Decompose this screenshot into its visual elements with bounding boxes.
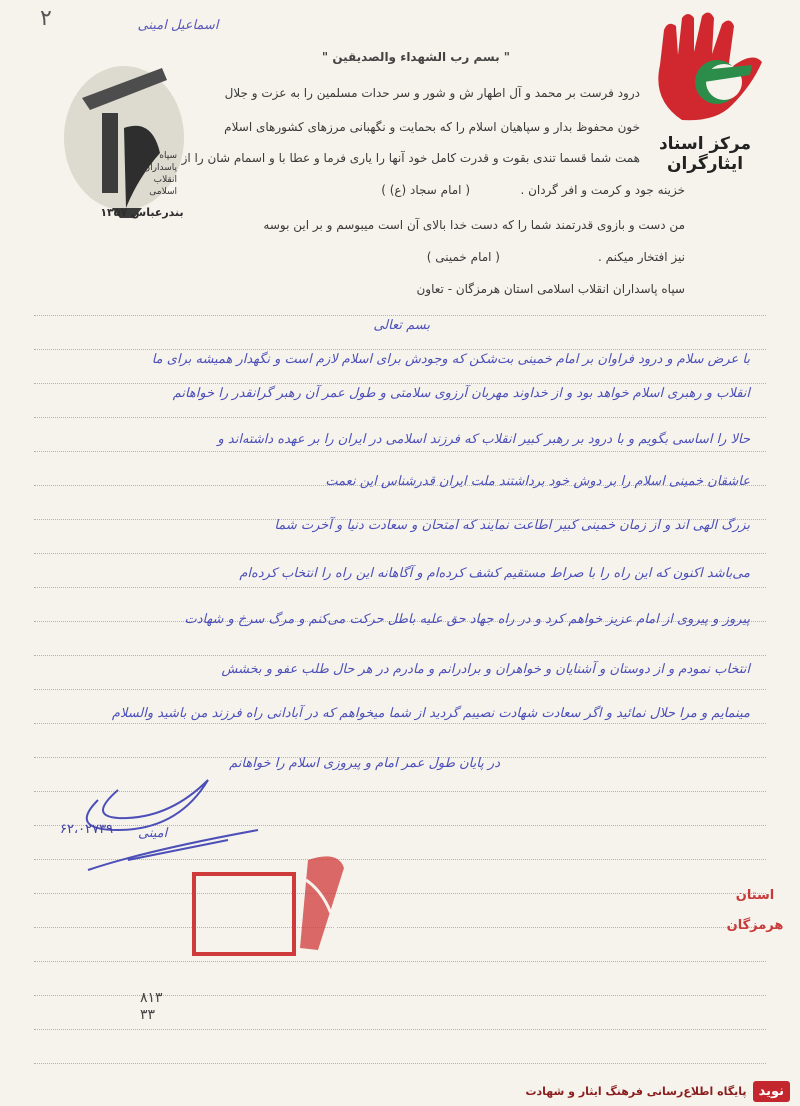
irgc-emblem [42,58,212,228]
stamp-line-2: هرمزگان [726,918,784,933]
typed-line-2: خون محفوظ بدار و سپاهیان اسلام را که بحمایت و نگهبانی مرزهای کشورهای اسلام [224,120,640,134]
svg-text:پاسداران: پاسداران [143,163,177,173]
handwritten-line-2: انقلاب و رهبری اسلام خواهد بود و از خداوند مهربان آرزوی سلامتی و طول عمر آن رهبر گرانقدر را خواهانم [172,386,750,401]
typed-line-6-attribution: ( امام خمینی ) [426,250,500,264]
svg-text:سپاه: سپاه [159,151,177,161]
reference-number-1: ۸۱۳ [140,990,163,1006]
handwritten-line-10: در پایان طول عمر امام و پیروزی اسلام را خواهانم [229,756,500,771]
page-number: ۲ [40,6,52,31]
typed-line-4-attribution: ( امام سجاد (ع) ) [381,183,470,197]
signature-name: امینی [138,826,168,841]
footer-badge: نوید [753,1081,790,1102]
name-annotation: اسماعیل امینی [137,18,219,33]
svg-text:انقلاب: انقلاب [153,175,177,185]
reference-numbers [140,990,163,1024]
archive-center-logo [632,10,782,130]
province-stamp [188,840,350,962]
ruled-lines [34,315,766,1075]
typed-line-7: سپاه پاسداران انقلاب اسلامی استان هرمزگان - تعاون [416,282,685,296]
svg-text:اسلامی: اسلامی [149,187,177,197]
footer-text: پایگاه اطلاع‌رسانی فرهنگ ایثار و شهادت [525,1084,747,1098]
typed-line-5: من دست و بازوی قدرتمند شما را که دست خدا بالای آن است میبوسم و بر این بوسه [263,218,685,232]
footer-watermark [480,1076,790,1106]
handwritten-line-9: مینمایم و مرا حلال نمائید و اگر سعادت شهادت نصیبم گردید از شما میخواهم که در آبادانی راه فرزند من باشید والسلام [111,706,750,721]
typed-line-4: خزینه جود و کرمت و افر گردان . [520,183,685,197]
handwritten-line-5: بزرگ الهی اند و از زمان خمینی کبیر اطاعت نمایند که امتحان و سعادت دنیا و آخرت شما [274,518,750,533]
typed-line-1: درود فرست بر محمد و آل اطهار ش و شور و سر حدات مسلمین را به عزت و جلال [224,86,640,100]
logo-text: مرکز اسناد ایثارگران [658,134,752,174]
handwritten-line-7: پیروز و پیروی از امام عزیز خواهم کرد و در راه جهاد حق علیه باطل حرکت می‌کنم و مرگ سرخ و شهادت [184,612,750,627]
handwritten-line-6: می‌باشد اکنون که این راه را با صراط مستقیم کشف کرده‌ام و آگاهانه این راه را انتخاب کرده‌ام [239,566,750,581]
handwritten-line-1: با عرض سلام و درود فراوان بر امام خمینی بت‌شکن که وجودش برای اسلام لازم است و نگهدار همیشه برای ما [151,352,750,367]
typed-line-3: همت شما قسما تندی بقوت و قدرت کامل خود آنها را یاری فرما و عطا با و اسمام شان را از [181,151,640,165]
handwritten-line-3: حالا را اساسی بگویم و با درود بر رهبر کبیر انقلاب که فرزند اسلامی در ایران را بر عهده داشته‌اند و [217,432,750,447]
document-title: " بسم رب الشهداء والصدیقین " [321,50,510,64]
archive-code: ۶۲،۰۲۷۳۹ [60,822,114,837]
stamp-line-1: استان [735,888,775,903]
reference-number-2: ۳۳ [140,1007,156,1023]
handwritten-line-4: عاشقان خمینی اسلام را بر دوش خود برداشتند ملت ایران قدرشناس این نعمت [325,474,750,489]
handwritten-line-8: انتخاب نمودم و از دوستان و آشنایان و خواهران و برادرانم و مادرم در هر حال طلب عفو و بخشش [221,662,750,677]
typed-line-6: نیز افتخار میکنم . [597,250,685,264]
handwritten-heading: بسم تعالی [373,318,430,333]
emblem-caption: بندرعباس ۱۳۵۷ [100,206,184,219]
